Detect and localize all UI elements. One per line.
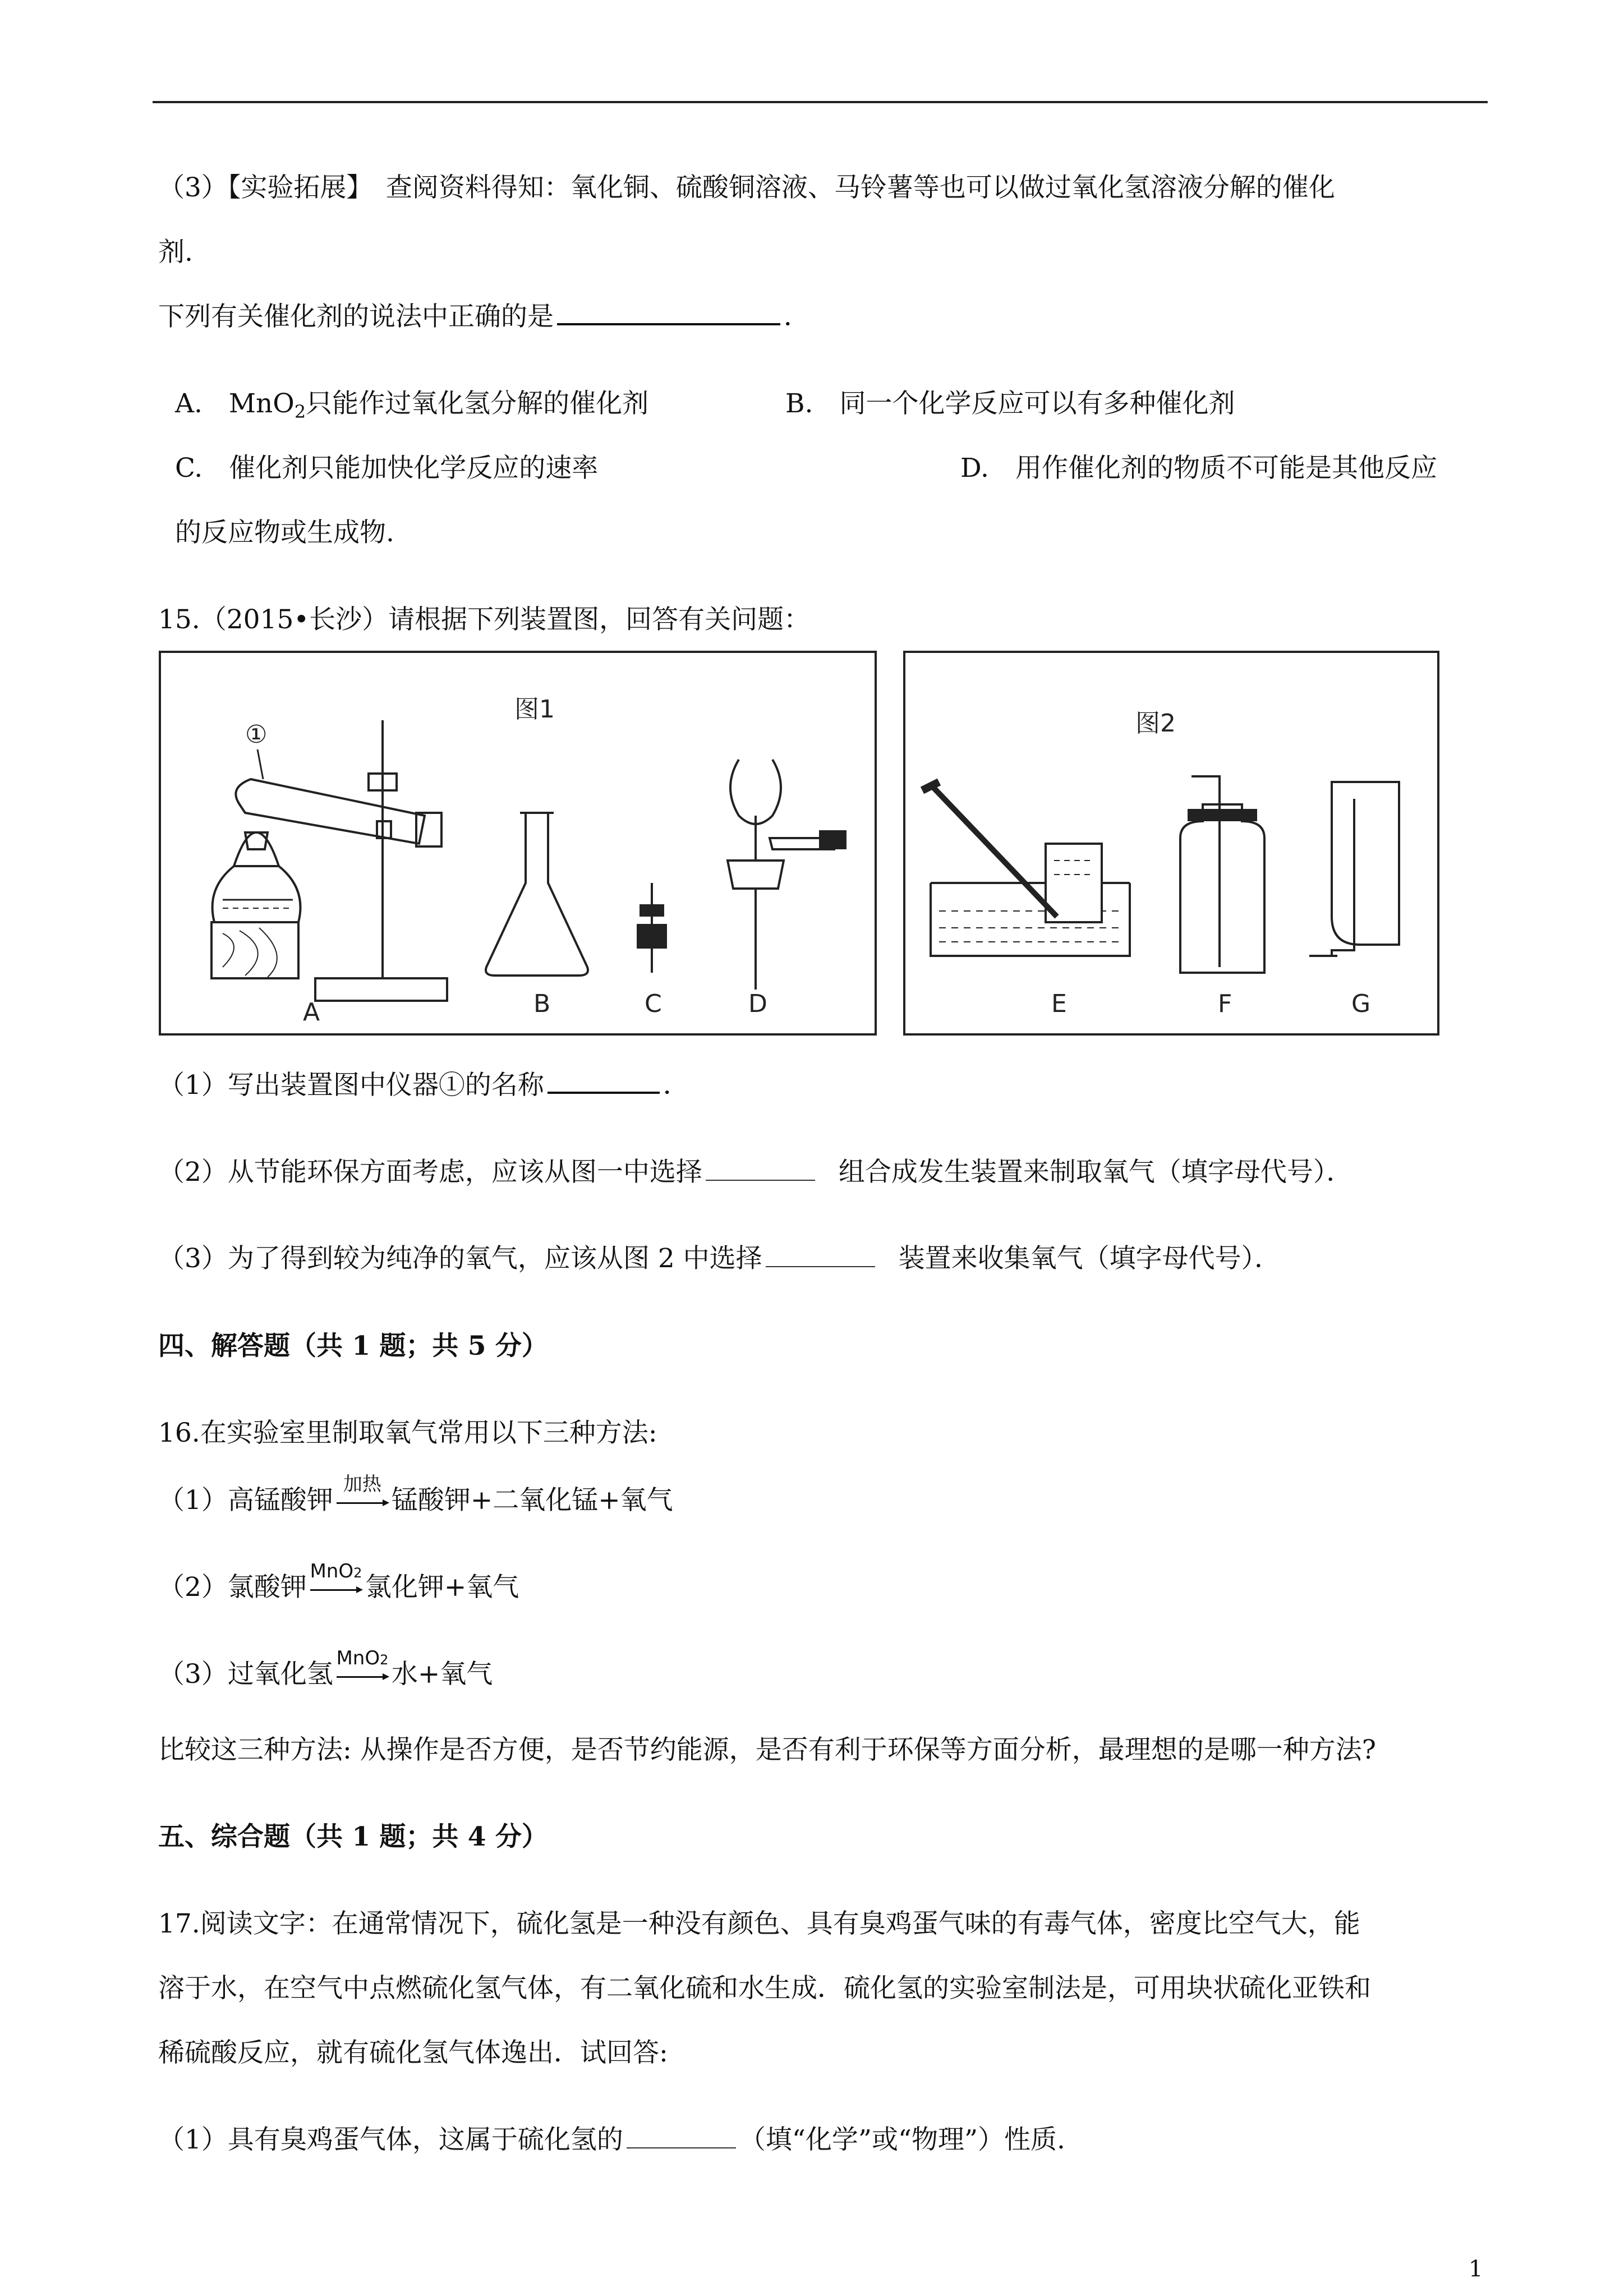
q15-sub2-end: 组合成发生装置来制取氧气（填字母代号）． xyxy=(838,1157,1353,1188)
q15-stem: 15.（2015•长沙）请根据下列装置图，回答有关问题： xyxy=(158,604,811,635)
q14-option-d-cont: 的反应物或生成物. xyxy=(175,517,394,548)
figure-2-label-g: G xyxy=(1351,990,1371,1018)
q16-m2-condition: MnO2 xyxy=(310,1560,362,1582)
figure-2-label-e: E xyxy=(1051,990,1067,1018)
figure-1-title: 图1 xyxy=(514,695,555,724)
q15-sub2-text: （2）从节能环保方面考虑，应该从图一中选择 xyxy=(158,1157,702,1188)
q17-sub1-blank[interactable] xyxy=(627,2125,736,2148)
q16-stem: 16.在实验室里制取氧气常用以下三种方法: xyxy=(158,1418,657,1448)
reaction-arrow-icon xyxy=(309,1560,363,1599)
q14-option-a-subscript: 2 xyxy=(294,401,306,422)
q16-m3-products: 水+氧气 xyxy=(391,1659,493,1690)
q15-sub3-text: （3）为了得到较为纯净的氧气，应该从图 2 中选择 xyxy=(158,1243,762,1274)
gas-bottle-icon xyxy=(1180,776,1264,973)
q14-part3-line1: （3）【实验拓展】 查阅资料得知：氧化铜、硫酸铜溶液、马铃薯等也可以做过氧化氢溶液分解的催化 xyxy=(158,172,1335,203)
q17-line1: 17.阅读文字：在通常情况下，硫化氢是一种没有颜色、具有臭鸡蛋气味的有毒气体，密度比空气大，能 xyxy=(158,1908,1360,1939)
figure-2 xyxy=(903,651,1439,1036)
figure-2-drawing xyxy=(905,653,1437,1033)
q15-sub3-end: 装置来收集氧气（填字母代号）． xyxy=(898,1243,1281,1274)
figure-2-title: 图2 xyxy=(1135,709,1176,738)
alcohol-lamp-icon xyxy=(213,832,301,922)
q14-prompt xyxy=(158,300,810,334)
q14-option-d[interactable]: D. 用作催化剂的物质不可能是其他反应 xyxy=(960,453,1437,484)
reaction-arrow-icon xyxy=(335,1647,389,1686)
section-4-heading: 四、解答题（共 1 题；共 5 分） xyxy=(158,1331,548,1361)
q14-option-c[interactable]: C. 催化剂只能加快化学反应的速率 xyxy=(175,453,599,484)
q16-m1-products: 锰酸钾+二氧化锰+氧气 xyxy=(391,1485,673,1516)
q16-compare: 比较这三种方法: 从操作是否方便，是否节约能源，是否有利于环保等方面分析，最理想的是哪一种方法? xyxy=(158,1734,1376,1765)
q16-m3-reactant: （3）过氧化氢 xyxy=(158,1659,333,1690)
q17-line2: 溶于水，在空气中点燃硫化氢气体，有二氧化硫和水生成．硫化氢的实验室制法是，可用块状硫化亚铁和 xyxy=(158,1973,1371,2004)
q15-sub1-text: （1）写出装置图中仪器①的名称 xyxy=(158,1070,544,1101)
q15-sub1-end: ． xyxy=(663,1070,689,1101)
q17-sub1-text: （1）具有臭鸡蛋气体，这属于硫化氢的 xyxy=(158,2124,623,2155)
q16-m2-reactant: （2）氯酸钾 xyxy=(158,1572,307,1603)
q14-part3-line2: 剂. xyxy=(158,237,193,268)
q17-line3: 稀硫酸反应，就有硫化氢气体逸出．试回答: xyxy=(158,2037,668,2068)
q14-option-b[interactable]: B. 同一个化学反应可以有多种催化剂 xyxy=(785,388,1235,419)
iron-stand-icon xyxy=(315,720,447,1001)
q15-sub2 xyxy=(158,1156,1352,1189)
q16-m1-reactant: （1）高锰酸钾 xyxy=(158,1485,333,1516)
q16-m3-condition: MnO2 xyxy=(336,1647,389,1669)
q15-sub2-blank[interactable] xyxy=(706,1157,815,1181)
q16-m1-condition: 加热 xyxy=(343,1473,381,1496)
q16-m2-products: 氯化钾+氧气 xyxy=(365,1572,519,1603)
q17-sub1-end: （填“化学”或“物理”）性质. xyxy=(739,2124,1065,2155)
inverted-bottle-icon xyxy=(1309,782,1399,956)
q16-method-3 xyxy=(158,1647,493,1691)
q16-method-1 xyxy=(158,1473,673,1517)
figure-1-label-a: A xyxy=(303,998,320,1027)
q15-sub1 xyxy=(158,1069,689,1102)
q14-prompt-end: ． xyxy=(784,301,810,332)
header-rule xyxy=(153,101,1488,103)
reaction-arrow-icon xyxy=(335,1473,389,1512)
page-number: 1 xyxy=(1469,2256,1483,2282)
figure-1 xyxy=(159,651,877,1036)
q16-method-2 xyxy=(158,1560,519,1604)
q15-sub1-blank[interactable] xyxy=(548,1069,660,1094)
q14-option-a[interactable] xyxy=(175,387,648,429)
q14-option-a-formula: A. MnO xyxy=(175,388,295,419)
q14-answer-blank[interactable] xyxy=(557,301,780,325)
figure-1-drawing xyxy=(161,653,875,1033)
rubber-stopper-icon xyxy=(638,883,666,973)
water-trough-icon xyxy=(922,782,1130,956)
figure-1-label-b: B xyxy=(533,990,551,1018)
q15-sub3-blank[interactable] xyxy=(766,1244,875,1267)
q15-sub3 xyxy=(158,1242,1281,1276)
figure-1-label-d: D xyxy=(748,990,767,1018)
figure-1-label-c: C xyxy=(645,990,662,1018)
figure-2-label-f: F xyxy=(1218,990,1232,1018)
wood-block-icon xyxy=(211,922,298,978)
section-5-heading: 五、综合题（共 1 题；共 4 分） xyxy=(158,1821,548,1852)
instrument-marker: ① xyxy=(245,720,268,749)
q14-option-a-text: 只能作过氧化氢分解的催化剂 xyxy=(306,388,649,419)
q14-prompt-text: 下列有关催化剂的说法中正确的是 xyxy=(158,301,554,332)
conical-flask-icon xyxy=(486,813,588,976)
q17-sub1 xyxy=(158,2123,1065,2157)
separatory-funnel-icon xyxy=(728,760,845,990)
